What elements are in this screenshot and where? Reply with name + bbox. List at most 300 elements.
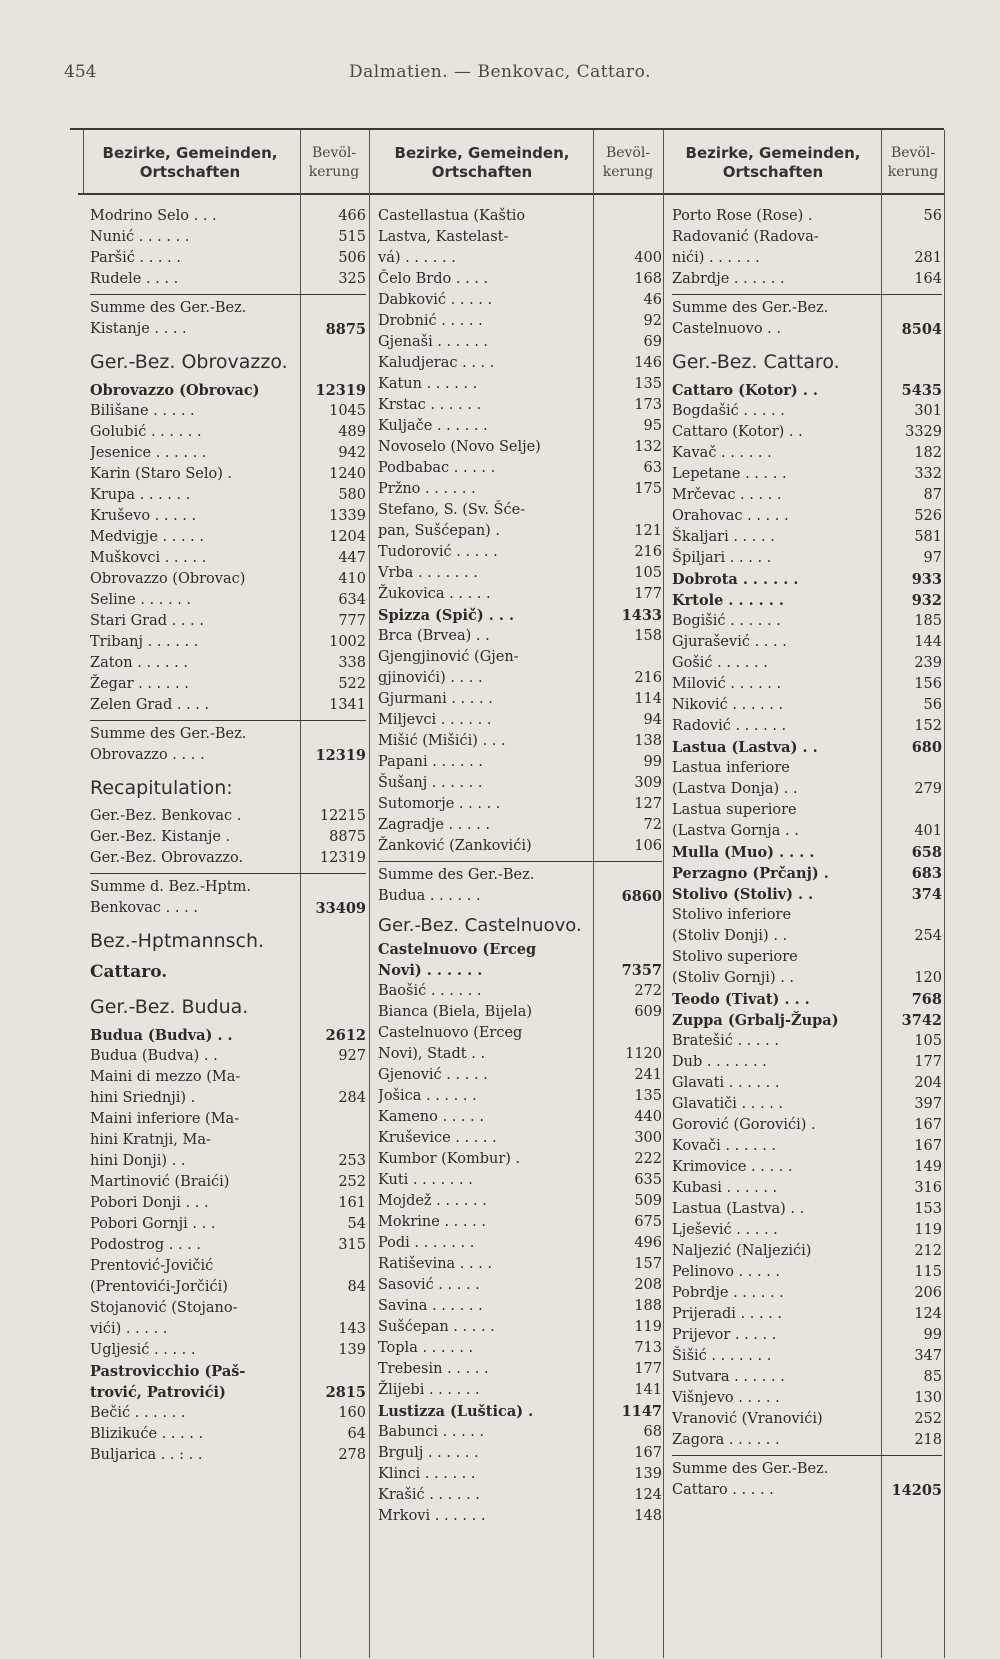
place-name: Klinci . . . . . .	[378, 1466, 476, 1482]
place-name: Prijevor . . . . .	[672, 1327, 777, 1343]
table-row	[378, 689, 662, 710]
table-row	[90, 401, 366, 422]
population-value: 177	[914, 1054, 942, 1070]
table-row	[672, 1178, 942, 1199]
place-name: Sušćepan . . . . .	[378, 1319, 495, 1335]
place-name: Budua (Budva) . .	[90, 1048, 218, 1064]
place-name: vići) . . . . .	[90, 1321, 168, 1337]
place-name: Gorović (Gorovići) .	[672, 1117, 816, 1133]
table-row	[90, 443, 366, 464]
sum-row	[672, 319, 942, 340]
table-row	[90, 227, 366, 248]
population-value: 927	[338, 1048, 366, 1064]
section-heading	[90, 919, 366, 959]
place-name: Tudorović . . . . .	[378, 544, 498, 560]
table-row	[672, 821, 942, 842]
place-name: Obrovazzo (Obrovac)	[90, 382, 260, 399]
population-value: 8504	[901, 321, 942, 338]
population-value: 120	[914, 970, 942, 986]
population-value: 149	[914, 1159, 942, 1175]
place-name: Bianca (Biela, Bijela)	[378, 1004, 532, 1020]
place-name: nići) . . . . . .	[672, 250, 760, 266]
place-name: Bogišić . . . . . .	[672, 613, 781, 629]
table-row	[672, 926, 942, 947]
table-row	[90, 1067, 366, 1088]
place-name: Budua (Budva) . .	[90, 1027, 233, 1044]
table-row	[378, 584, 662, 605]
place-name: Lješević . . . . .	[672, 1222, 778, 1238]
table-row	[672, 863, 942, 884]
population-value: 222	[634, 1151, 662, 1167]
population-value: 206	[914, 1285, 942, 1301]
population-value: 239	[914, 655, 942, 671]
place-name: Cattaro . . . . .	[672, 1482, 774, 1498]
section-heading	[378, 907, 662, 939]
population-value: 56	[923, 208, 942, 224]
place-name: Bogdašić . . . . .	[672, 403, 785, 419]
population-value: 278	[338, 1447, 366, 1463]
population-value: 942	[338, 445, 366, 461]
place-name: Castelnuovo . .	[672, 321, 781, 337]
population-value: 68	[643, 1424, 662, 1440]
table-header-rule	[78, 193, 944, 195]
place-name: Castelnuovo (Erceg	[378, 1025, 523, 1041]
sum-row	[672, 1480, 942, 1501]
population-value: 675	[634, 1214, 662, 1230]
table-header-row	[0, 134, 1000, 192]
place-name: Niković . . . . . .	[672, 697, 784, 713]
population-value: 153	[914, 1201, 942, 1217]
population-value: 8875	[325, 321, 366, 338]
table-row	[378, 1023, 662, 1044]
population-value: 157	[634, 1256, 662, 1272]
population-value: 658	[911, 844, 942, 861]
table-row	[672, 842, 942, 863]
table-row	[90, 1361, 366, 1382]
place-name: trović, Patrovići)	[90, 1384, 226, 1401]
place-name: Kameno . . . . .	[378, 1109, 484, 1125]
place-name: Kruševo . . . . .	[90, 508, 197, 524]
table-row	[90, 1109, 366, 1130]
place-name: Summe des Ger.-Bez.	[90, 726, 247, 742]
population-value: 152	[914, 718, 942, 734]
place-name: Pobori Donji . . .	[90, 1195, 209, 1211]
table-row	[672, 485, 942, 506]
place-name: Lastua superiore	[672, 802, 797, 818]
section-title	[90, 959, 366, 985]
population-value: 1204	[329, 529, 366, 545]
table-row	[378, 269, 662, 290]
population-value: 105	[634, 565, 662, 581]
population-value: 301	[914, 403, 942, 419]
place-name: Novi), Stadt . .	[378, 1046, 486, 1062]
place-name: Perzagno (Prčanj) .	[672, 865, 829, 882]
table-row	[90, 1424, 366, 1445]
population-value: 14205	[891, 1482, 942, 1499]
place-name: Pobrdje . . . . . .	[672, 1285, 784, 1301]
population-value: 680	[911, 739, 942, 756]
place-name: Ger.-Bez. Kistanje .	[90, 829, 231, 845]
table-row	[90, 590, 366, 611]
population-value: 72	[643, 817, 662, 833]
table-row	[672, 1115, 942, 1136]
table-row	[672, 716, 942, 737]
sum-row	[90, 877, 366, 898]
population-value: 5435	[901, 382, 942, 399]
table-row	[378, 374, 662, 395]
population-value: 54	[347, 1216, 366, 1232]
sum-row	[90, 745, 366, 766]
place-name: Topla . . . . . .	[378, 1340, 474, 1356]
place-name: Baošić . . . . . .	[378, 983, 482, 999]
population-value: 87	[923, 487, 942, 503]
table-row	[90, 632, 366, 653]
population-value: 124	[914, 1306, 942, 1322]
table-row	[672, 1073, 942, 1094]
table-row	[378, 521, 662, 542]
place-name: Kovači . . . . . .	[672, 1138, 777, 1154]
column-header-value-2: Bevöl-kerung	[602, 145, 654, 180]
population-value: 7357	[621, 962, 662, 979]
table-row	[672, 1283, 942, 1304]
place-name: Bilišane . . . . .	[90, 403, 195, 419]
population-value: 84	[347, 1279, 366, 1295]
place-name: Martinović (Braići)	[90, 1174, 230, 1190]
place-name: Pelinovo . . . . .	[672, 1264, 781, 1280]
population-value: 609	[634, 1004, 662, 1020]
population-value: 3742	[901, 1012, 942, 1029]
table-row	[90, 1130, 366, 1151]
place-name: Zelen Grad . . . .	[90, 697, 210, 713]
place-name: Mrkovi . . . . . .	[378, 1508, 486, 1524]
table-row	[378, 981, 662, 1002]
place-name: Nunić . . . . . .	[90, 229, 190, 245]
place-name: Šušanj . . . . . .	[378, 775, 483, 791]
place-name: Gjurmani . . . . .	[378, 691, 493, 707]
place-name: Drobnić . . . . .	[378, 313, 483, 329]
place-name: Ger.-Bez. Obrovazzo.	[90, 351, 288, 373]
table-row	[90, 806, 366, 827]
table-row	[672, 443, 942, 464]
place-name: Mojdež . . . . . .	[378, 1193, 487, 1209]
table-row	[378, 1506, 662, 1527]
place-name: Porto Rose (Rose) .	[672, 208, 813, 224]
table-row	[672, 401, 942, 422]
table-row	[378, 1128, 662, 1149]
place-name: Katun . . . . . .	[378, 376, 478, 392]
place-name: Mokrine . . . . .	[378, 1214, 486, 1230]
place-name: Gošić . . . . . .	[672, 655, 768, 671]
population-value: 177	[634, 1361, 662, 1377]
population-value: 185	[914, 613, 942, 629]
table-row	[672, 884, 942, 905]
table-row	[378, 773, 662, 794]
column-header-value-1: Bevöl-kerung	[308, 145, 360, 180]
table-row	[90, 674, 366, 695]
population-value: 164	[914, 271, 942, 287]
sum-rule	[378, 861, 662, 862]
population-value: 141	[634, 1382, 662, 1398]
table-row	[378, 647, 662, 668]
place-name: Lastua (Lastva) . .	[672, 1201, 805, 1217]
table-row	[378, 437, 662, 458]
column-header-name-3: Bezirke, Gemeinden, Ortschaften	[685, 144, 861, 181]
place-name: Orahovac . . . . .	[672, 508, 789, 524]
table-row	[672, 464, 942, 485]
place-name: Mulla (Muo) . . . .	[672, 844, 815, 861]
place-name: Podbabac . . . . .	[378, 460, 496, 476]
population-value: 132	[634, 439, 662, 455]
table-row	[90, 1088, 366, 1109]
place-name: Obrovazzo (Obrovac)	[90, 571, 246, 587]
place-name: Krupa . . . . . .	[90, 487, 191, 503]
table-row	[378, 416, 662, 437]
table-row	[378, 752, 662, 773]
table-row	[672, 653, 942, 674]
population-value: 212	[914, 1243, 942, 1259]
place-name: Stari Grad . . . .	[90, 613, 204, 629]
table-row	[378, 1212, 662, 1233]
table-row	[378, 248, 662, 269]
place-name: hini Donji) . .	[90, 1153, 186, 1169]
population-value: 374	[911, 886, 942, 903]
place-name: (Stoliv Donji) . .	[672, 928, 788, 944]
table-row	[378, 311, 662, 332]
place-name: Golubić . . . . . .	[90, 424, 202, 440]
place-name: Vrba . . . . . . .	[378, 565, 478, 581]
table-row	[672, 206, 942, 227]
place-name: Ger.-Bez. Obrovazzo.	[90, 850, 244, 866]
place-name: Sasović . . . . .	[378, 1277, 480, 1293]
table-row	[378, 227, 662, 248]
place-name: Podostrog . . . .	[90, 1237, 201, 1253]
population-value: 272	[634, 983, 662, 999]
population-value: 177	[634, 586, 662, 602]
population-value: 3329	[905, 424, 942, 440]
place-name: Kavač . . . . . .	[672, 445, 772, 461]
table-row	[90, 569, 366, 590]
table-row	[672, 227, 942, 248]
place-name: Žlijebi . . . . . .	[378, 1382, 480, 1398]
population-value: 1120	[625, 1046, 662, 1062]
population-value: 254	[914, 928, 942, 944]
table-row	[90, 1214, 366, 1235]
section-heading	[672, 340, 942, 380]
place-name: Maini inferiore (Ma-	[90, 1111, 240, 1127]
table-row	[90, 653, 366, 674]
table-row	[90, 1403, 366, 1424]
table-row	[90, 1193, 366, 1214]
table-row	[90, 422, 366, 443]
population-value: 182	[914, 445, 942, 461]
population-value: 281	[914, 250, 942, 266]
section-heading	[90, 766, 366, 806]
population-value: 932	[911, 592, 942, 609]
table-row	[672, 422, 942, 443]
place-name: Jošica . . . . . .	[378, 1088, 477, 1104]
column-divider	[944, 130, 945, 1658]
place-name: Babunci . . . . .	[378, 1424, 485, 1440]
table-row	[672, 1052, 942, 1073]
place-name: Ugljesić . . . . .	[90, 1342, 196, 1358]
table-row	[378, 1107, 662, 1128]
place-name: Novi) . . . . . .	[378, 962, 483, 979]
table-column-3	[672, 206, 942, 1501]
table-row	[90, 527, 366, 548]
place-name: Lastua (Lastva) . .	[672, 739, 818, 756]
table-row	[672, 779, 942, 800]
column-divider	[663, 130, 664, 1658]
population-value: 99	[923, 1327, 942, 1343]
table-row	[378, 626, 662, 647]
population-value: 148	[634, 1508, 662, 1524]
population-value: 127	[634, 796, 662, 812]
population-value: 489	[338, 424, 366, 440]
table-row	[672, 506, 942, 527]
place-name: Žegar . . . . . .	[90, 676, 189, 692]
place-name: Mišić (Mišići) . . .	[378, 733, 506, 749]
place-name: Ger.-Bez. Castelnuovo.	[378, 915, 582, 936]
table-row	[378, 1002, 662, 1023]
sum-row	[378, 865, 662, 886]
table-row	[378, 1401, 662, 1422]
place-name: Cattaro (Kotor) . .	[672, 424, 803, 440]
population-value: 768	[911, 991, 942, 1008]
place-name: Stolivo superiore	[672, 949, 798, 965]
population-value: 208	[634, 1277, 662, 1293]
population-value: 581	[914, 529, 942, 545]
table-row	[90, 380, 366, 401]
place-name: Kumbor (Kombur) .	[378, 1151, 521, 1167]
place-name: Gjurašević . . . .	[672, 634, 787, 650]
population-value: 440	[634, 1109, 662, 1125]
place-name: gjinovići) . . . .	[378, 670, 483, 686]
population-value: 146	[634, 355, 662, 371]
place-name: Savina . . . . . .	[378, 1298, 483, 1314]
column-divider	[369, 130, 370, 1658]
sum-rule	[90, 294, 366, 295]
table-row	[378, 290, 662, 311]
table-row	[672, 1304, 942, 1325]
sum-rule	[90, 873, 366, 874]
population-value: 167	[634, 1445, 662, 1461]
population-value: 1002	[329, 634, 366, 650]
population-value: 106	[634, 838, 662, 854]
place-name: Krašić . . . . . .	[378, 1487, 480, 1503]
place-name: Sutvara . . . . . .	[672, 1369, 785, 1385]
place-name: Kubasi . . . . . .	[672, 1180, 778, 1196]
place-name: Špiljari . . . . .	[672, 550, 772, 566]
population-value: 63	[643, 460, 662, 476]
population-value: 1341	[329, 697, 366, 713]
population-value: 130	[914, 1390, 942, 1406]
table-row	[90, 848, 366, 869]
place-name: Ratiševina . . . .	[378, 1256, 493, 1272]
population-value: 92	[643, 313, 662, 329]
population-value: 12319	[315, 382, 366, 399]
place-name: Čelo Brdo . . . .	[378, 271, 489, 287]
population-value: 144	[914, 634, 942, 650]
place-name: Škaljari . . . . .	[672, 529, 775, 545]
population-value: 315	[338, 1237, 366, 1253]
table-row	[90, 1151, 366, 1172]
table-row	[90, 1298, 366, 1319]
table-row	[672, 611, 942, 632]
place-name: Spizza (Spič) . . .	[378, 607, 514, 624]
place-name: Krtole . . . . . .	[672, 592, 784, 609]
table-row	[672, 248, 942, 269]
place-name: Naljezić (Naljezići)	[672, 1243, 812, 1259]
table-row	[378, 939, 662, 960]
table-row	[672, 905, 942, 926]
population-value: 252	[338, 1174, 366, 1190]
place-name: Stefano, S. (Sv. Šće-	[378, 502, 526, 518]
sum-rule	[672, 294, 942, 295]
population-value: 204	[914, 1075, 942, 1091]
table-row	[378, 1443, 662, 1464]
population-value: 138	[634, 733, 662, 749]
table-row	[378, 1485, 662, 1506]
place-name: Ger.-Bez. Budua.	[90, 996, 249, 1018]
population-value: 119	[914, 1222, 942, 1238]
table-row	[378, 332, 662, 353]
population-value: 168	[634, 271, 662, 287]
place-name: Glavati . . . . . .	[672, 1075, 780, 1091]
population-value: 580	[338, 487, 366, 503]
population-value: 241	[634, 1067, 662, 1083]
population-value: 509	[634, 1193, 662, 1209]
population-value: 114	[634, 691, 662, 707]
place-name: Summe des Ger.-Bez.	[378, 867, 535, 883]
place-name: Vranović (Vranovići)	[672, 1411, 823, 1427]
population-value: 309	[634, 775, 662, 791]
place-name: Teodo (Tivat) . . .	[672, 991, 810, 1008]
place-name: Paršić . . . . .	[90, 250, 181, 266]
place-name: Summe d. Bez.-Hptm.	[90, 879, 251, 895]
table-row	[378, 563, 662, 584]
place-name: Šišić . . . . . . .	[672, 1348, 772, 1364]
table-row	[672, 1199, 942, 1220]
place-name: Gjengjinović (Gjen-	[378, 649, 519, 665]
column-header-value-3: Bevöl-kerung	[887, 145, 939, 180]
table-row	[672, 590, 942, 611]
place-name: (Prentovići-Jorčići)	[90, 1279, 228, 1295]
place-name: Dabković . . . . .	[378, 292, 493, 308]
population-value: 300	[634, 1130, 662, 1146]
place-name: Ger.-Bez. Cattaro.	[672, 351, 840, 373]
table-column-2	[378, 206, 662, 1527]
place-name: Stolivo (Stoliv) . .	[672, 886, 814, 903]
table-row	[378, 1149, 662, 1170]
table-top-rule	[70, 128, 944, 130]
place-name: Zabrdje . . . . . .	[672, 271, 785, 287]
place-name: Jesenice . . . . . .	[90, 445, 207, 461]
sum-row	[90, 724, 366, 745]
table-row	[378, 1380, 662, 1401]
table-row	[672, 758, 942, 779]
population-value: 777	[338, 613, 366, 629]
population-value: 105	[914, 1033, 942, 1049]
population-value: 316	[914, 1180, 942, 1196]
table-row	[378, 1359, 662, 1380]
table-row	[378, 500, 662, 521]
table-row	[90, 1340, 366, 1361]
place-name: Zagradje . . . . .	[378, 817, 491, 833]
population-value: 2815	[325, 1384, 366, 1401]
population-value: 167	[914, 1138, 942, 1154]
place-name: Summe des Ger.-Bez.	[672, 1461, 829, 1477]
population-value: 683	[911, 865, 942, 882]
